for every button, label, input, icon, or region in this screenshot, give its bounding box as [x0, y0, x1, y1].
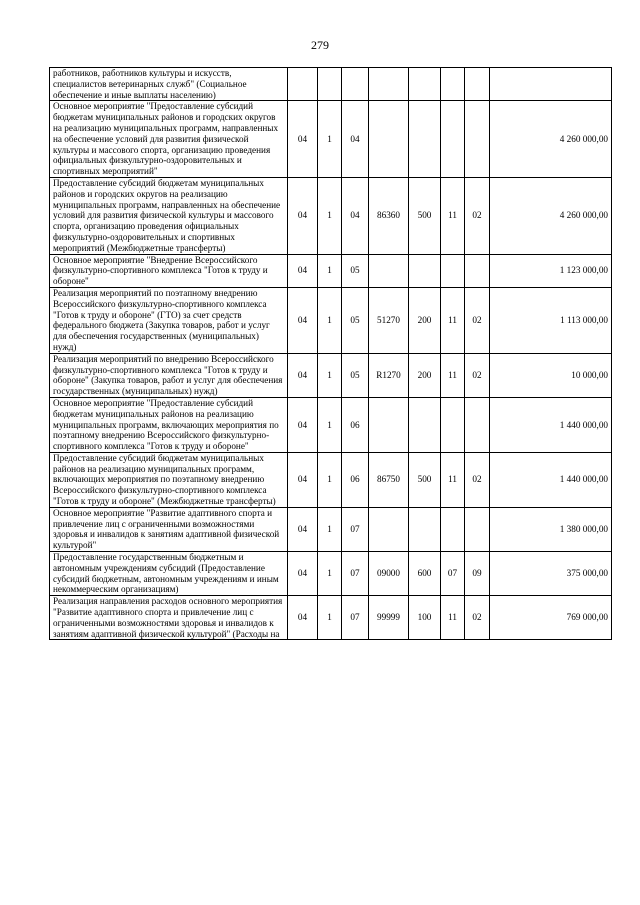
table-row [50, 353, 612, 397]
direction-code-cell: 86750 [369, 452, 409, 507]
program-code-cell: 04 [288, 507, 318, 551]
direction-code-cell: 51270 [369, 287, 409, 353]
section-cell [441, 397, 465, 452]
section-cell [441, 68, 465, 101]
amount-cell: 375 000,00 [490, 552, 612, 596]
table-row [50, 287, 612, 353]
subsection-cell [465, 254, 490, 287]
expense-type-cell [409, 68, 441, 101]
activity-code-cell: 05 [342, 254, 369, 287]
table-row [50, 68, 612, 101]
item-name-cell: Предоставление государственным бюджетным и автономным учреждениям субсидий (Предоставление субсидий бюджетным, автономным учреждениям и иным некоммерческим организациям) [50, 552, 288, 596]
section-cell [441, 254, 465, 287]
subprogram-code-cell [318, 68, 342, 101]
direction-code-cell [369, 507, 409, 551]
table-row [50, 452, 612, 507]
item-name-cell: Основное мероприятие "Внедрение Всероссийского физкультурно-спортивного комплекса "Готов к труду и обороне" [50, 254, 288, 287]
activity-code-cell: 06 [342, 397, 369, 452]
table-row [50, 177, 612, 254]
budget-table [49, 67, 612, 640]
section-cell: 11 [441, 452, 465, 507]
item-name-cell: Реализация мероприятий по поэтапному внедрению Всероссийского физкультурно-спортивного комплекса "Готов к труду и обороне" (ГТО) за счет средств федерального бюджета (Закупка товаров, работ и услуг для обеспечения государственных (муниципальных) нужд) [50, 287, 288, 353]
subsection-cell [465, 101, 490, 178]
item-name-cell: работников, работников культуры и искусств, специалистов ветеринарных служб" (Социальное обеспечение и иные выплаты населению) [50, 68, 288, 101]
amount-cell: 1 380 000,00 [490, 507, 612, 551]
subprogram-code-cell: 1 [318, 452, 342, 507]
item-name-cell: Основное мероприятие "Развитие адаптивного спорта и привлечение лиц с ограниченными возможностями здоровья и инвалидов к занятиям адаптивной физической культурой" [50, 507, 288, 551]
subprogram-code-cell: 1 [318, 287, 342, 353]
program-code-cell: 04 [288, 177, 318, 254]
direction-code-cell: 09000 [369, 552, 409, 596]
expense-type-cell: 200 [409, 353, 441, 397]
expense-type-cell [409, 101, 441, 178]
expense-type-cell: 500 [409, 177, 441, 254]
activity-code-cell: 07 [342, 507, 369, 551]
direction-code-cell [369, 101, 409, 178]
expense-type-cell [409, 254, 441, 287]
table-row [50, 254, 612, 287]
direction-code-cell: R1270 [369, 353, 409, 397]
section-cell: 11 [441, 596, 465, 640]
expense-type-cell: 600 [409, 552, 441, 596]
activity-code-cell: 07 [342, 552, 369, 596]
expense-type-cell: 500 [409, 452, 441, 507]
expense-type-cell [409, 397, 441, 452]
activity-code-cell: 06 [342, 452, 369, 507]
activity-code-cell: 04 [342, 101, 369, 178]
expense-type-cell: 200 [409, 287, 441, 353]
subsection-cell: 02 [465, 177, 490, 254]
direction-code-cell [369, 397, 409, 452]
table-row [50, 101, 612, 178]
section-cell: 11 [441, 287, 465, 353]
direction-code-cell: 99999 [369, 596, 409, 640]
section-cell [441, 507, 465, 551]
direction-code-cell [369, 254, 409, 287]
subprogram-code-cell: 1 [318, 101, 342, 178]
item-name-cell: Реализация направления расходов основного мероприятия "Развитие адаптивного спорта и привлечение лиц с ограниченными возможностями здоровья и инвалидов к занятиям адаптивной физической культурой" (Расходы на [50, 596, 288, 640]
program-code-cell: 04 [288, 101, 318, 178]
section-cell: 07 [441, 552, 465, 596]
expense-type-cell: 100 [409, 596, 441, 640]
activity-code-cell: 05 [342, 353, 369, 397]
table-row [50, 552, 612, 596]
amount-cell: 4 260 000,00 [490, 177, 612, 254]
item-name-cell: Предоставление субсидий бюджетам муниципальных районов и городских округов на реализацию муниципальных программ, направленных на обеспечение условий для развития физической культуры и массового спорта, организацию проведения официальных физкультурно-оздоровительных и спортивных мероприятий (Межбюджетные трансферты) [50, 177, 288, 254]
item-name-cell: Предоставление субсидий бюджетам муниципальных районов на реализацию муниципальных программ, включающих мероприятия по поэтапному внедрению Всероссийского физкультурно-спортивного комплекса "Готов к труду и обороне" (Межбюджетные трансферты) [50, 452, 288, 507]
activity-code-cell: 04 [342, 177, 369, 254]
amount-cell: 769 000,00 [490, 596, 612, 640]
subprogram-code-cell: 1 [318, 177, 342, 254]
subsection-cell: 02 [465, 287, 490, 353]
subprogram-code-cell: 1 [318, 507, 342, 551]
subprogram-code-cell: 1 [318, 397, 342, 452]
amount-cell: 10 000,00 [490, 353, 612, 397]
expense-type-cell [409, 507, 441, 551]
subprogram-code-cell: 1 [318, 552, 342, 596]
item-name-cell: Реализация мероприятий по внедрению Всероссийского физкультурно-спортивного комплекса "Готов к труду и обороне" (Закупка товаров, работ и услуг для обеспечения государственных (муниципальных) нужд) [50, 353, 288, 397]
program-code-cell: 04 [288, 452, 318, 507]
program-code-cell [288, 68, 318, 101]
section-cell: 11 [441, 177, 465, 254]
amount-cell: 4 260 000,00 [490, 101, 612, 178]
activity-code-cell: 07 [342, 596, 369, 640]
program-code-cell: 04 [288, 254, 318, 287]
subprogram-code-cell: 1 [318, 596, 342, 640]
amount-cell: 1 123 000,00 [490, 254, 612, 287]
amount-cell: 1 440 000,00 [490, 452, 612, 507]
direction-code-cell [369, 68, 409, 101]
subprogram-code-cell: 1 [318, 254, 342, 287]
program-code-cell: 04 [288, 397, 318, 452]
subsection-cell [465, 507, 490, 551]
amount-cell: 1 440 000,00 [490, 397, 612, 452]
direction-code-cell: 86360 [369, 177, 409, 254]
program-code-cell: 04 [288, 287, 318, 353]
section-cell: 11 [441, 353, 465, 397]
program-code-cell: 04 [288, 552, 318, 596]
table-row [50, 397, 612, 452]
subsection-cell: 02 [465, 452, 490, 507]
subsection-cell: 02 [465, 596, 490, 640]
amount-cell [490, 68, 612, 101]
activity-code-cell: 05 [342, 287, 369, 353]
subsection-cell: 09 [465, 552, 490, 596]
page-number: 279 [311, 38, 329, 52]
amount-cell: 1 113 000,00 [490, 287, 612, 353]
item-name-cell: Основное мероприятие "Предоставление субсидий бюджетам муниципальных районов на реализацию муниципальных программ, включающих мероприятия по поэтапному внедрению Всероссийского физкультурно-спортивного комплекса "Готов к труду и обороне" [50, 397, 288, 452]
subsection-cell [465, 397, 490, 452]
subsection-cell: 02 [465, 353, 490, 397]
table-row [50, 507, 612, 551]
subprogram-code-cell: 1 [318, 353, 342, 397]
subsection-cell [465, 68, 490, 101]
program-code-cell: 04 [288, 353, 318, 397]
activity-code-cell [342, 68, 369, 101]
section-cell [441, 101, 465, 178]
table-row [50, 596, 612, 640]
item-name-cell: Основное мероприятие "Предоставление субсидий бюджетам муниципальных районов и городских округов на реализацию муниципальных программ, направленных на обеспечение условий для развития физической культуры и массового спорта, организацию проведения официальных физкультурно-оздоровительных и спортивных мероприятий" [50, 101, 288, 178]
program-code-cell: 04 [288, 596, 318, 640]
